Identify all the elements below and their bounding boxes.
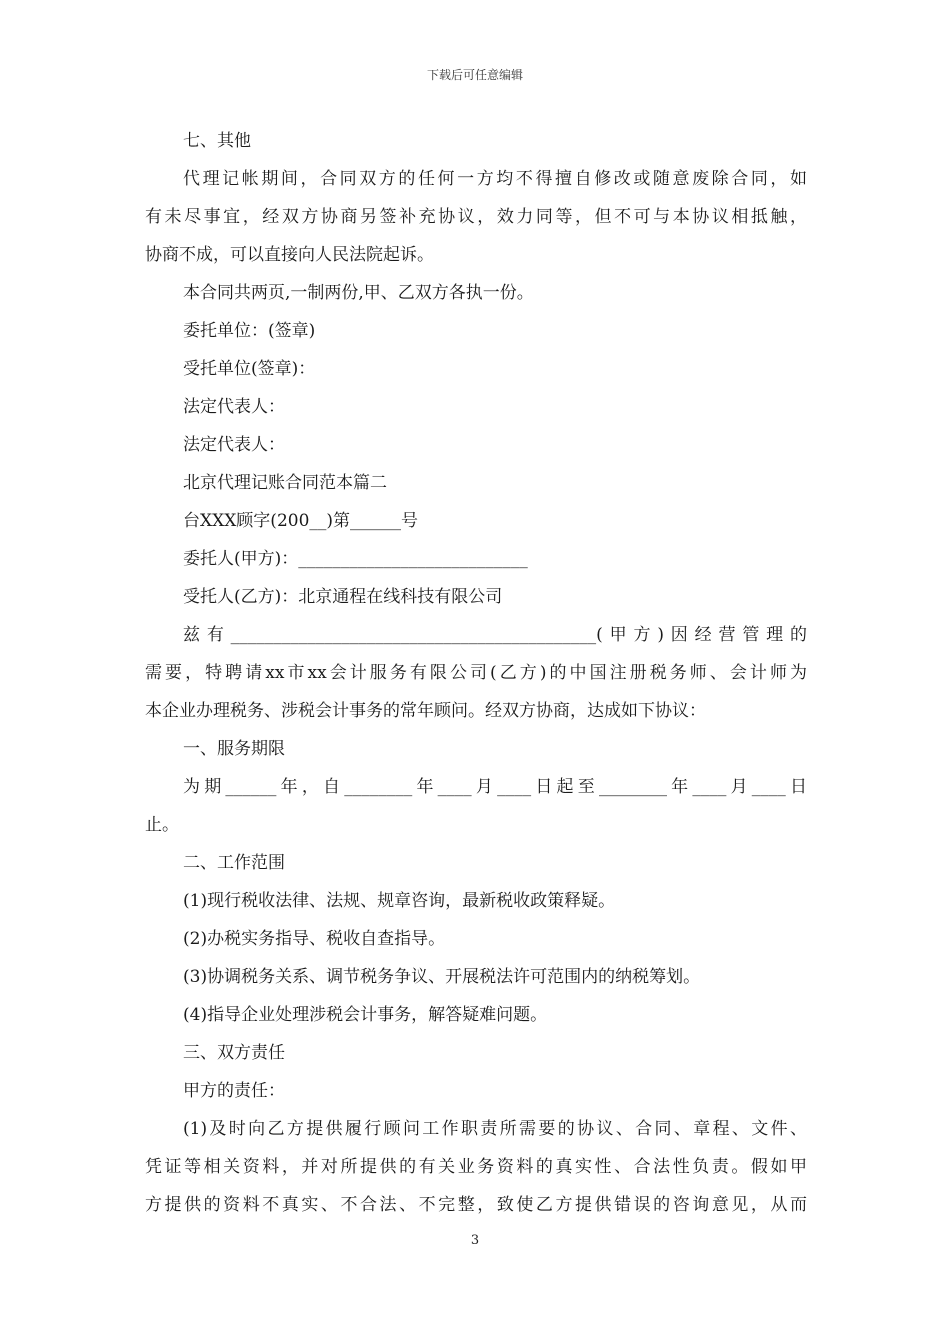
paragraph-line: 方提供的资料不真实、不合法、不完整，致使乙方提供错误的咨询意见，从而	[145, 1195, 807, 1215]
list-item: (1)现行税收法律、法规、规章咨询，最新税收政策释疑。	[183, 891, 616, 911]
party-b-line: 受托人(乙方)：北京通程在线科技有限公司	[183, 587, 503, 607]
paragraph-line: 为期______年，自________年____月____日起至________年____月____日	[183, 777, 807, 797]
page-number: 3	[470, 1233, 480, 1248]
page-header-note: 下载后可任意编辑	[426, 68, 523, 82]
paragraph-line: 代理记帐期间，合同双方的任何一方均不得擅自修改或随意废除合同，如	[183, 169, 807, 189]
paragraph-line: (1)及时向乙方提供履行顾问工作职责所需要的协议、合同、章程、文件、	[183, 1119, 807, 1139]
paragraph-line: 兹有___________________________________________(甲方)因经营管理的	[183, 625, 807, 645]
document-body	[145, 122, 807, 1224]
paragraph-line: 凭证等相关资料，并对所提供的有关业务资料的真实性、合法性负责。假如甲	[145, 1157, 807, 1177]
paragraph-line: 有未尽事宜，经双方协商另签补充协议，效力同等，但不可与本协议相抵触，	[145, 207, 807, 227]
section-heading-other: 七、其他	[183, 131, 251, 151]
paragraph-line: 需要，特聘请xx市xx会计服务有限公司(乙方)的中国注册税务师、会计师为	[145, 663, 807, 683]
list-item: (2)办税实务指导、税收自查指导。	[183, 929, 446, 949]
signature-line: 委托单位：(签章)	[183, 321, 316, 341]
paragraph-line: 协商不成，可以直接向人民法院起诉。	[145, 245, 434, 265]
signature-line: 受托单位(签章)：	[183, 359, 316, 379]
section-heading-term: 一、服务期限	[183, 739, 285, 759]
paragraph-line: 止。	[145, 815, 179, 835]
paragraph-line: 本合同共两页,一制两份,甲、乙双方各执一份。	[183, 283, 534, 303]
signature-line: 法定代表人：	[183, 397, 285, 417]
section-heading-responsibilities: 三、双方责任	[183, 1043, 285, 1063]
contract-number-line: 台XXX顾字(200__)第______号	[183, 511, 419, 531]
signature-line: 法定代表人：	[183, 435, 285, 455]
document-subtitle: 北京代理记账合同范本篇二	[183, 473, 387, 493]
party-a-line: 委托人(甲方)：___________________________	[183, 549, 528, 569]
list-item: (3)协调税务关系、调节税务争议、开展税法许可范围内的纳税筹划。	[183, 967, 701, 987]
subheading-party-a: 甲方的责任：	[183, 1081, 285, 1101]
section-heading-scope: 二、工作范围	[183, 853, 285, 873]
paragraph-line: 本企业办理税务、涉税会计事务的常年顾问。经双方协商，达成如下协议：	[145, 701, 706, 721]
list-item: (4)指导企业处理涉税会计事务，解答疑难问题。	[183, 1005, 548, 1025]
